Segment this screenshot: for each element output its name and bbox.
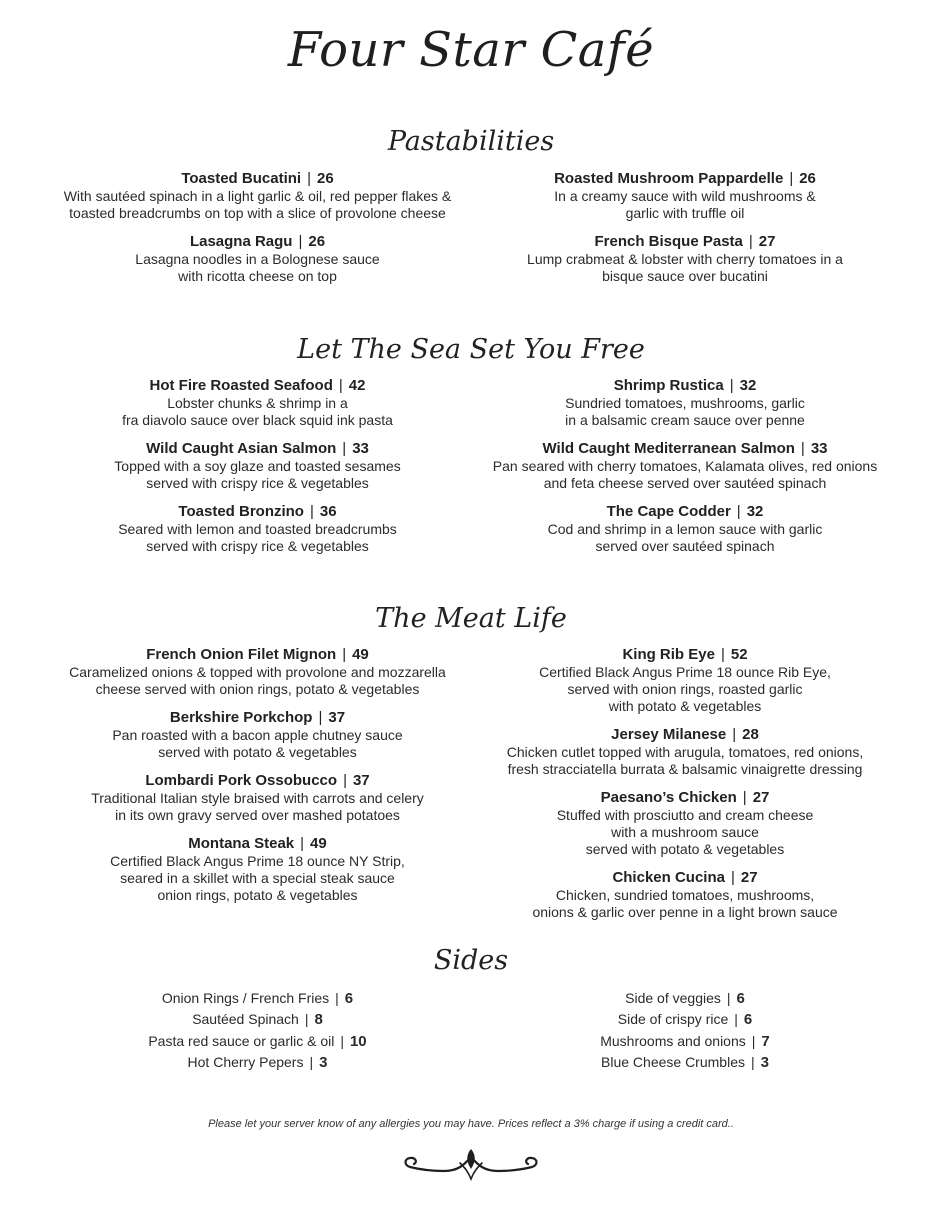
price-separator: | <box>342 646 347 663</box>
side-item <box>470 1052 900 1073</box>
menu-item <box>40 377 475 429</box>
item-description: With sautéed spinach in a light garlic & oil, red pepper flakes & toasted breadcrumbs on top with a slice of provolone cheese <box>63 188 452 221</box>
price-separator: | <box>789 170 794 187</box>
item-name: Toasted Bronzino <box>178 503 304 520</box>
item-description: Lasagna noodles in a Bolognese sauce with ricotta cheese on top <box>135 251 380 284</box>
price-separator: | <box>734 1011 738 1028</box>
item-name: Lombardi Pork Ossobucco <box>145 772 338 789</box>
item-name: French Bisque Pasta <box>594 233 743 250</box>
item-name: Berkshire Porkchop <box>169 709 313 726</box>
price-separator: | <box>750 1053 755 1070</box>
price-separator: | <box>335 990 339 1006</box>
item-description: Topped with a soy glaze and toasted sesames served with crispy rice & vegetables <box>114 458 401 491</box>
item-name: French Onion Filet Mignon <box>146 646 337 663</box>
side-name: Onion Rings / French Fries <box>161 990 330 1006</box>
side-item <box>40 1052 475 1073</box>
price-separator: | <box>729 377 734 394</box>
item-description: Certified Black Angus Prime 18 ounce NY Strip, seared in a skillet with a special steak sauce onion rings, potato & vegetables <box>110 853 405 903</box>
sea-right-column <box>470 377 900 555</box>
item-price: 42 <box>348 377 366 394</box>
side-name: Pasta red sauce or garlic & oil <box>148 1032 335 1049</box>
menu-item <box>470 233 900 285</box>
item-price: 36 <box>319 503 337 520</box>
allergy-note: Please let your server know of any allergies you may have. Prices reflect a 3% charge if using a credit card.. <box>208 1118 734 1130</box>
side-price: 10 <box>349 1032 367 1050</box>
side-name: Blue Cheese Crumbles <box>601 1053 745 1070</box>
item-price: 52 <box>730 646 748 663</box>
price-separator: | <box>751 1032 756 1049</box>
item-name: Toasted Bucatini <box>181 170 302 187</box>
item-price: 28 <box>742 726 759 743</box>
pasta-left-column <box>40 170 475 285</box>
item-price: 27 <box>758 233 776 250</box>
item-price: 27 <box>740 869 758 886</box>
price-separator: | <box>304 1011 309 1028</box>
item-name: Shrimp Rustica <box>613 377 724 394</box>
item-description: In a creamy sauce with wild mushrooms & garlic with truffle oil <box>554 188 816 221</box>
price-separator: | <box>742 789 747 806</box>
section-title-sea: Let The Sea Set You Free <box>297 334 645 365</box>
side-name: Sautéed Spinach <box>192 1011 299 1028</box>
price-separator: | <box>309 503 314 520</box>
menu-item <box>40 170 475 222</box>
price-separator: | <box>318 709 323 726</box>
meat-right-column <box>470 646 900 921</box>
menu-item <box>470 170 900 222</box>
menu-item <box>40 440 475 492</box>
menu-item <box>40 772 475 824</box>
menu-item <box>470 440 900 492</box>
flourish-ornament-icon <box>400 1145 542 1185</box>
side-item <box>40 1031 475 1052</box>
price-separator: | <box>300 835 305 852</box>
item-description: Certified Black Angus Prime 18 ounce Rib Eye, served with onion rings, roasted garlic with potato & vegetables <box>539 664 831 714</box>
item-description: Caramelized onions & topped with provolone and mozzarella cheese served with onion rings, potato & vegetables <box>69 664 446 697</box>
side-item <box>470 1031 900 1052</box>
price-separator: | <box>800 440 805 457</box>
item-name: Paesano’s Chicken <box>600 789 737 806</box>
item-description: Seared with lemon and toasted breadcrumbs served with crispy rice & vegetables <box>118 521 397 554</box>
item-name: Chicken Cucina <box>612 869 725 886</box>
side-name: Mushrooms and onions <box>600 1032 746 1049</box>
price-separator: | <box>736 503 741 520</box>
menu-item <box>40 646 475 698</box>
price-separator: | <box>338 377 343 394</box>
item-price: 33 <box>352 440 369 457</box>
sides-left-column <box>40 988 475 1073</box>
side-name: Side of veggies <box>625 990 721 1006</box>
item-description: Pan roasted with a bacon apple chutney sauce served with potato & vegetables <box>112 727 403 760</box>
side-price: 7 <box>761 1032 770 1050</box>
item-name: Montana Steak <box>188 835 295 852</box>
side-item <box>40 988 475 1009</box>
menu-item <box>470 377 900 429</box>
item-name: The Cape Codder <box>606 503 731 520</box>
item-description: Stuffed with prosciutto and cream cheese with a mushroom sauce served with potato & vegetables <box>556 807 814 857</box>
price-separator: | <box>342 440 347 457</box>
price-separator: | <box>298 233 303 250</box>
item-name: King Rib Eye <box>622 646 715 663</box>
sea-left-column <box>40 377 475 555</box>
side-price: 6 <box>743 1011 753 1029</box>
section-title-meat: The Meat Life <box>375 603 567 634</box>
item-description: Lump crabmeat & lobster with cherry tomatoes in a bisque sauce over bucatini <box>527 251 843 284</box>
restaurant-title: Four Star Café <box>287 22 655 78</box>
price-separator: | <box>726 990 731 1006</box>
item-price: 49 <box>352 646 369 663</box>
menu-item <box>40 835 475 904</box>
section-title-sides: Sides <box>433 945 509 976</box>
item-name: Roasted Mushroom Pappardelle <box>554 170 784 187</box>
item-description: Chicken, sundried tomatoes, mushrooms, onions & garlic over penne in a light brown sauce <box>532 887 838 920</box>
item-name: Jersey Milanese <box>611 726 727 743</box>
side-item <box>40 1009 475 1030</box>
item-description: Chicken cutlet topped with arugula, tomatoes, red onions, fresh stracciatella burrata & balsamic vinaigrette dressing <box>506 744 864 777</box>
item-description: Sundried tomatoes, mushrooms, garlic in a balsamic cream sauce over penne <box>565 395 805 428</box>
item-name: Wild Caught Asian Salmon <box>146 440 337 457</box>
item-price: 26 <box>316 170 334 187</box>
menu-item <box>470 789 900 858</box>
price-separator: | <box>309 1053 314 1070</box>
menu-item <box>470 869 900 921</box>
side-price: 3 <box>760 1053 769 1071</box>
side-item <box>470 988 900 1009</box>
item-description: Lobster chunks & shrimp in a fra diavolo sauce over black squid ink pasta <box>122 395 393 428</box>
item-description: Cod and shrimp in a lemon sauce with garlic served over sautéed spinach <box>547 521 823 554</box>
item-price: 32 <box>739 377 757 394</box>
sides-right-column <box>470 988 900 1073</box>
item-name: Hot Fire Roasted Seafood <box>149 377 333 394</box>
side-price: 6 <box>736 990 745 1007</box>
menu-item <box>40 503 475 555</box>
menu-item <box>40 233 475 285</box>
side-price: 8 <box>314 1011 323 1029</box>
item-price: 27 <box>752 789 770 806</box>
item-description: Traditional Italian style braised with carrots and celery in its own gravy served over mashed potatoes <box>91 790 424 823</box>
menu-item <box>470 503 900 555</box>
price-separator: | <box>307 170 311 187</box>
menu-item <box>470 646 900 715</box>
side-price: 3 <box>319 1053 328 1071</box>
price-separator: | <box>343 772 347 789</box>
price-separator: | <box>732 726 737 743</box>
item-price: 26 <box>308 233 326 250</box>
item-price: 33 <box>810 440 828 457</box>
item-price: 49 <box>310 835 327 852</box>
section-title-pastabilities: Pastabilities <box>387 126 555 157</box>
menu-item <box>40 709 475 761</box>
side-item <box>470 1009 900 1030</box>
pasta-right-column <box>470 170 900 285</box>
side-price: 6 <box>344 990 354 1007</box>
item-price: 26 <box>799 170 816 187</box>
item-name: Lasagna Ragu <box>189 233 293 250</box>
item-description: Pan seared with cherry tomatoes, Kalamata olives, red onions and feta cheese served over sautéed spinach <box>492 458 878 491</box>
item-price: 32 <box>746 503 764 520</box>
meat-left-column <box>40 646 475 904</box>
price-separator: | <box>340 1032 344 1049</box>
side-name: Side of crispy rice <box>617 1011 729 1028</box>
price-separator: | <box>720 646 725 663</box>
menu-item <box>470 726 900 778</box>
item-price: 37 <box>328 709 346 726</box>
price-separator: | <box>730 869 735 886</box>
side-name: Hot Cherry Pepers <box>187 1053 304 1070</box>
item-name: Wild Caught Mediterranean Salmon <box>542 440 795 457</box>
price-separator: | <box>748 233 753 250</box>
item-price: 37 <box>352 772 370 789</box>
